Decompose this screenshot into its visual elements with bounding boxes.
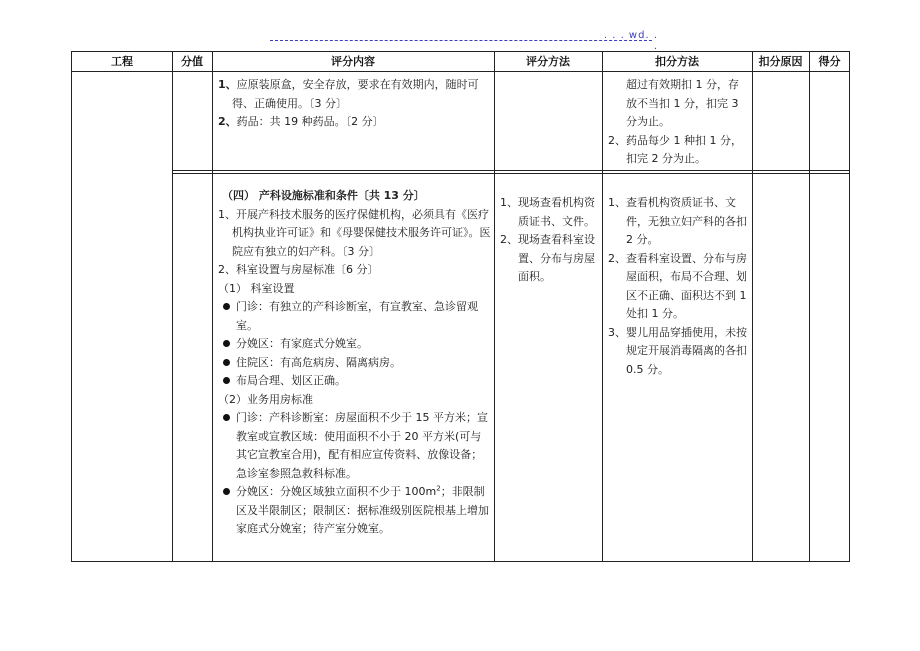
list-item: 2、药品：共 19 种药品。〔2 分〕 <box>218 115 384 128</box>
list-item: 2、药品每少 1 种扣 1 分，扣完 2 分为止。 <box>608 133 742 165</box>
row2-method <box>500 194 598 287</box>
col-header-content: 评分内容 <box>331 55 375 68</box>
row2-content <box>218 187 491 539</box>
list-item: 1、开展产科技术服务的医疗保健机构，必须具有《医疗机构执业许可证》和《母婴保健技术服务许可证》。医院应有独立的妇产科。〔3 分〕 <box>218 207 491 258</box>
subsection-title: （2）业务用房标准 <box>218 392 313 406</box>
col-header-score: 分值 <box>181 55 203 68</box>
col-divider <box>172 52 173 561</box>
col-divider <box>752 52 753 561</box>
col-divider <box>212 52 213 561</box>
list-item: 1、查看机构资质证书、文件，无独立妇产科的各扣 2 分。 <box>608 196 747 246</box>
col-header-method: 评分方法 <box>526 55 570 68</box>
subsection-title: （1） 科室设置 <box>218 281 295 295</box>
header-text: . . . wd. . . <box>603 30 658 52</box>
col-header-item: 工程 <box>111 55 133 68</box>
list-item: 3、婴儿用品穿插使用，未按规定开展消毒隔离的各扣 0.5 分。 <box>608 325 747 376</box>
col-header-score-got: 得分 <box>818 55 841 68</box>
list-item: 1、现场查看机构资质证书、文件。 <box>500 196 595 228</box>
col-divider <box>809 52 810 561</box>
row-divider <box>172 173 849 174</box>
row1-content <box>218 76 490 132</box>
col-divider <box>602 52 603 561</box>
bullet-item: 门诊：产科诊断室：房屋面积不少于 15 平方米；宣教室或宣教区域：使用面积不小于 20 平方米(可与其它宣教室合用)，配有相应宣传资料、放像设备；急诊室参照急救科标准。 <box>218 409 491 483</box>
list-item: 2、查看科室设置、分布与房屋面积，布局不合理、划区不正确、面积达不到 1 处扣 1 分。 <box>608 251 747 320</box>
header-row-divider <box>72 71 849 72</box>
bullet-item: 门诊：有独立的产科诊断室，有宣教室、急诊留观室。 <box>218 298 491 335</box>
row-divider <box>172 170 849 171</box>
bullet-item: 住院区：有高危病房、隔离病房。 <box>218 354 491 373</box>
list-item: 1、应原装原盒，安全存放，要求在有效期内，随时可得、正确使用。〔3 分〕 <box>218 78 479 110</box>
row1-deduction <box>608 76 748 169</box>
list-item: 2、现场查看科室设置、分布与房屋面积。 <box>500 233 595 283</box>
col-divider <box>494 52 495 561</box>
scoring-table <box>71 51 850 562</box>
section-title: （四） 产科设施标准和条件〔共 13 分〕 <box>222 189 425 202</box>
bullet-item: 分娩区：有家庭式分娩室。 <box>218 335 491 354</box>
header-dashed-line <box>270 40 652 41</box>
list-item: 超过有效期扣 1 分，存放不当扣 1 分，扣完 3 分为止。 <box>626 78 739 128</box>
bullet-item: 布局合理、划区正确。 <box>218 372 491 391</box>
col-header-deduction: 扣分方法 <box>655 55 699 68</box>
row2-deduction <box>608 194 748 379</box>
bullet-item: 分娩区：分娩区域独立面积不少于 $100m^2$；非限制区及半限制区；限制区：据标准级别医院根基上增加家庭式分娩室；待产室分娩室。 <box>218 483 491 539</box>
list-item: 2、科室设置与房屋标准〔6 分〕 <box>218 263 379 276</box>
col-header-reason: 扣分原因 <box>758 55 803 68</box>
